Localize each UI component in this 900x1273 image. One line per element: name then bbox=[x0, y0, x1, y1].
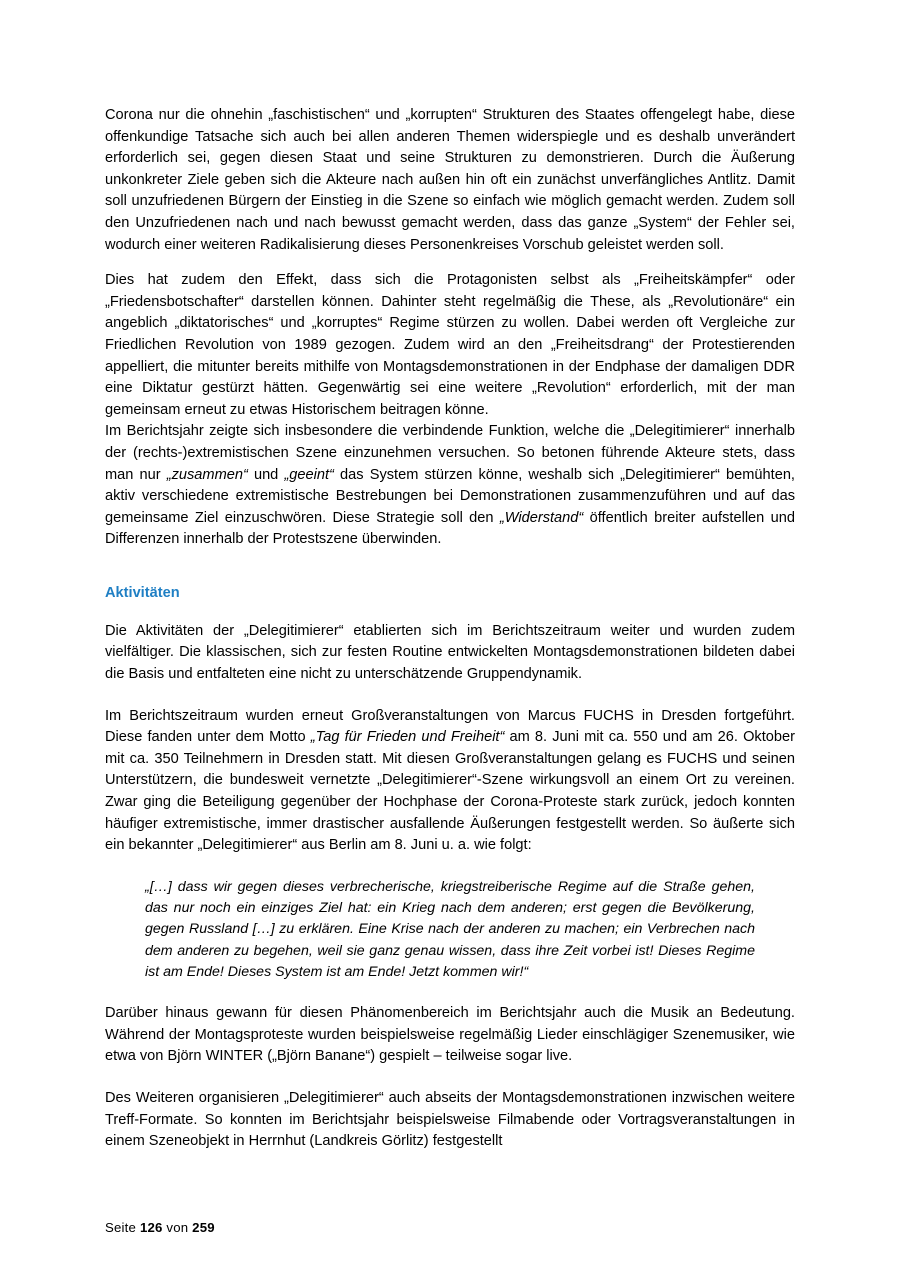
footer-total-pages: 259 bbox=[192, 1220, 215, 1235]
paragraph-4: Die Aktivitäten der „Delegitimierer“ etablierten sich im Berichtszeitraum weiter und wurden zudem vielfältiger. Die klassischen, sich zur festen Routine entwickelten Montagsdemonstrationen bildeten dabei die Basis und entfalteten eine nicht zu unterschätzende Gruppendynamik. bbox=[105, 622, 795, 683]
page-footer bbox=[105, 1220, 215, 1235]
paragraph-5-part-1: Im Berichtszeitraum wurden erneut Großveranstaltungen von Marcus FUCHS in Dresden fortgeführt. Diese fanden unter dem Motto bbox=[105, 707, 795, 746]
paragraph-3-part-4: öffentlich breiter aufstellen und Differenzen innerhalb der Protestszene überwinden. bbox=[105, 509, 795, 548]
emphasis-zusammen: „zusammen“ bbox=[166, 466, 248, 483]
paragraph-7: Des Weiteren organisieren „Delegitimierer“ auch abseits der Montagsdemonstrationen inzwischen weitere Treff-Formate. So konnten im Berichtsjahr beispielsweise Filmabende oder Vortragsveranstaltungen in einem Szeneobjekt in Herrnhut (Landkreis Görlitz) festgestellt bbox=[105, 1090, 795, 1150]
paragraph-3-part-2: und bbox=[247, 466, 285, 483]
paragraph-5 bbox=[105, 706, 795, 857]
emphasis-widerstand: „Widerstand“ bbox=[499, 509, 584, 526]
footer-label-von: von bbox=[166, 1220, 189, 1235]
emphasis-geeint: „geeint“ bbox=[284, 466, 334, 483]
block-quote: „[…] dass wir gegen dieses verbrecherische, kriegstreiberische Regime auf die Straße gehen, das nur noch ein einziges Ziel hat: ein Krieg nach dem anderen; erst gegen die Bevölkerung, gegen Russland […] zu erklären. Eine Krise nach der anderen zu machen; ein Verbrechen nach dem anderen zu begehen, weil sie ganz genau wissen, dass ihre Zeit vorbei ist! Dieses Regime ist am Ende! Dieses System ist am Ende! Jetzt kommen wir!“ bbox=[145, 878, 755, 980]
footer-page-number: 126 bbox=[139, 1220, 163, 1235]
footer-label-seite: Seite bbox=[105, 1220, 137, 1235]
paragraph-3 bbox=[105, 421, 795, 551]
paragraph-3-part-1: Im Berichtsjahr zeigte sich insbesondere die verbindende Funktion, welche die „Delegitimierer“ innerhalb der (rechts-)extremistischen Szene einzunehmen versuchen. So betonen führende Akteure stets, dass man nur bbox=[105, 423, 795, 483]
paragraph-1: Corona nur die ohnehin „faschistischen“ und „korrupten“ Strukturen des Staates offengelegt habe, diese offenkundige Tatsache sich auch bei allen anderen Themen widerspiegle und es deshalb unverändert erforderlich sei, gegen diesen Staat und seine Strukturen zu demonstrieren. Durch die Äußerung unkonkreter Ziele geben sich die Akteure nach außen hin oft ein zunächst unverfängliches Antlitz. Damit soll unzufriedenen Bürgern der Einstieg in die Szene so einfach wie möglich gemacht werden. Zudem soll den Unzufriedenen nach und nach bewusst gemacht werden, dass das ganze „System“ der Fehler sei, wodurch einer weiteren Radikalisierung dieses Personenkreises Vorschub geleistet werden soll. bbox=[105, 107, 795, 253]
section-heading-aktivitaeten: Aktivitäten bbox=[105, 584, 180, 601]
paragraph-3-part-3: das System stürzen könne, weshalb sich „Delegitimierer“ bemühten, aktiv verschiedene extremistische Bestrebungen bei Demonstrationen zusammenzuführen und auf das gemeinsame Ziel einzuschwören. Diese Strategie soll den bbox=[105, 466, 795, 526]
paragraph-2: Dies hat zudem den Effekt, dass sich die Protagonisten selbst als „Freiheitskämpfer“ oder „Friedensbotschafter“ darstellen können. Dahinter steht regelmäßig die These, als „Revolutionäre“ ein angeblich „diktatorisches“ und „korruptes“ Regime stürzen zu wollen. Dabei werden oft Vergleiche zur Friedlichen Revolution von 1989 gezogen. Zudem wird an den „Freiheitsdrang“ der Protestierenden appelliert, die mitunter bereits mithilfe von Montagsdemonstrationen in der Endphase der damaligen DDR eine Diktatur gestürzt hätten. Gegenwärtig sei eine weitere „Revolution“ erforderlich, mit der man gemeinsam erneut zu etwas Historischem beitragen könne. bbox=[105, 272, 795, 418]
emphasis-motto: „Tag für Frieden und Freiheit“ bbox=[310, 729, 505, 746]
paragraph-6: Darüber hinaus gewann für diesen Phänomenbereich im Berichtsjahr auch die Musik an Bedeutung. Während der Montagsproteste wurden beispielsweise regelmäßig Lieder einschlägiger Szenemusiker, wie etwa von Björn WINTER („Björn Banane“) gespielt – teilweise sogar live. bbox=[105, 1005, 795, 1065]
paragraph-5-part-2: am 8. Juni mit ca. 550 und am 26. Oktober mit ca. 350 Teilnehmern in Dresden statt. Mit diesen Großveranstaltungen gelang es FUCHS und seinen Unterstützern, die bundesweit vernetzte „Delegitimierer“-Szene wirkungsvoll an einem Ort zu vereinen. Zwar ging die Beteiligung gegenüber der Hochphase der Corona-Proteste stark zurück, jedoch konnten häufiger extremistische, immer drastischer ausfallende Äußerungen festgestellt werden. So äußerte sich ein bekannter „Delegitimierer“ aus Berlin am 8. Juni u. a. wie folgt: bbox=[105, 729, 795, 854]
